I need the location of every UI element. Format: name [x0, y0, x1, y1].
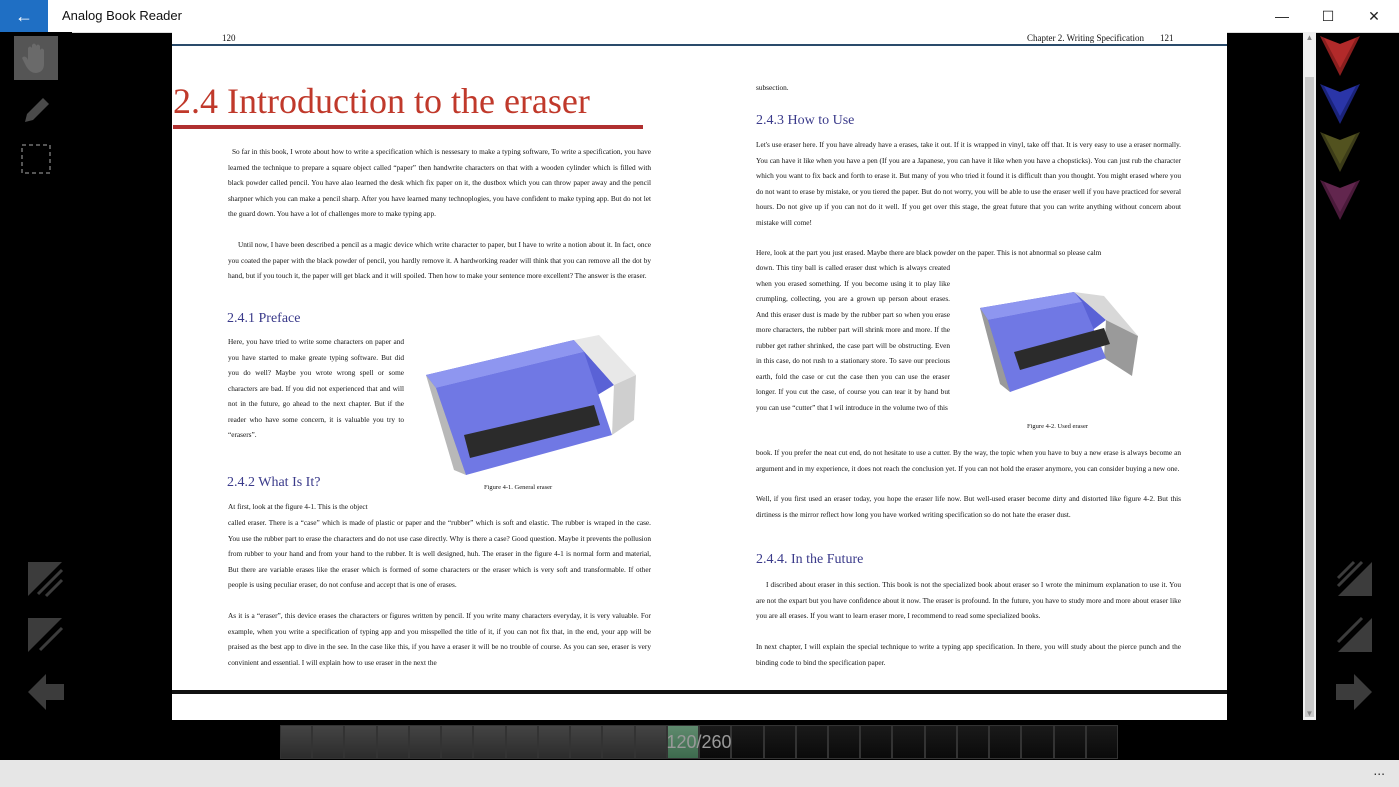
how-paragraph-3: Well, if you first used an eraser today, you hope the eraser life now. But well-used eraser become dirty and distorted like figure 4-2. But this dirtiness is the mirror reflect how long you have worked writing specification so do not hate the eraser dust. — [756, 494, 1181, 519]
hand-tool-button[interactable] — [14, 36, 58, 80]
close-button[interactable]: ✕ — [1368, 7, 1380, 24]
page-count: 120/260 — [666, 732, 732, 752]
first-page-icon[interactable] — [26, 560, 66, 600]
last-page-icon[interactable] — [1334, 560, 1374, 600]
selection-rectangle-icon — [19, 142, 53, 176]
heading-underline — [173, 125, 643, 129]
what-paragraph-1a: At first, look at the figure 4-1. This is the object — [228, 502, 368, 511]
title-bar — [0, 0, 1399, 33]
book-spread — [172, 32, 1227, 720]
hand-icon — [20, 40, 52, 76]
left-page-number: 120 — [222, 33, 236, 43]
back-button[interactable] — [0, 0, 48, 32]
preface-paragraph: Here, you have tried to write some characters on paper and you have started to make greate typing software. But did you do well? Maybe you wrote wrong spell or some characters are bad. If you did not experienced that and will not in the future, go ahead to the next chapter. But if the reader who have some concern, it is valuable you try to “erasers”. — [228, 337, 404, 439]
intro-paragraph-1: So far in this book, I wrote about how to write a specification which is nessesary to make a typing software, To write a specification, you have learned the technique to prepare a square object called “paper” then handwrite characters on that with a wooden cylinder which is filled with black powder called pencil. You have alao learned the desk which fix paper on it, the dustbox which you can throw paper away and the pencil sharpner which you can make a pencil sharp. After you have learned many technoplogies, you have confident to make typing app. But do not let the guard down. You have a lot of challenges more to make typing app. — [228, 147, 651, 218]
scrollbar-thumb[interactable] — [1305, 77, 1314, 717]
figure-1-caption: Figure 4-1. General eraser — [484, 484, 553, 491]
subheading-in-the-future: 2.4.4. In the Future — [756, 552, 864, 567]
header-rule — [172, 44, 1227, 46]
what-paragraph-1b: called eraser. There is a “case” which is made of plastic or paper and the “rubber” which is soft and elastic. The rubber is wraped in the case. You use the rubber part to erase the characters and do not use case directly. Why is there a case? Good question. Maybe it prevents the pollusion from rubber to your hand and from your hand to the rubber. It is well designed, huh. The eraser in the figure 4-1 is normal form and material, But there are variable erases like the eraser which is formed of some characters or the eraser which is very soft and transformable. If other people is using peculiar eraser, do not confuse and accept that is one of erases. — [228, 518, 651, 589]
page-margin-strip — [172, 694, 1227, 720]
subheading-how-to-use: 2.4.3 How to Use — [756, 113, 855, 128]
scroll-down-icon[interactable]: ▼ — [1305, 709, 1314, 718]
running-header: Chapter 2. Writing Specification — [1027, 33, 1144, 43]
select-tool-button[interactable] — [14, 137, 58, 181]
pencil-icon — [19, 92, 53, 126]
figure-used-eraser — [974, 288, 1144, 396]
red-bookmark-icon[interactable] — [1318, 34, 1362, 78]
future-paragraph-1: I discribed about eraser in this section. This book is not the specialized book about eraser so I wrote the minimum explanation to use it. You are not the expart but you have confidence about it now. The eraser is profound. In the future, you have to study more and more about eraser like you are all erases. If you want to learn eraser more, I recommend to read some specialized books. — [756, 580, 1181, 620]
continued-text: subsection. — [756, 83, 789, 92]
how-paragraph-2a: Here, look at the part you just erased. Maybe there are black powder on the paper. This is not abnormal so please calm — [756, 248, 1102, 257]
how-paragraph-2b: down. This tiny ball is called eraser dust which is always created when you erased something. If you become using it to play like crumpling, collecting, you are a grown up person about erases. And this eraser dust is made by the rubber part so when you erase more characters, the rubber part will shrink more and more. If the rubber get rather shrinked, the case part will be obstructing. Even in this case, do not rush to a stationary store. To save our precious earth, fold the case or cut the case then you can use the eraser longer. If you cut the case, of course you can tear it by hand but you can use “cutter” that I wil introduce in the volume two of this — [756, 263, 950, 412]
vertical-scrollbar[interactable] — [1303, 32, 1316, 720]
previous-page-arrow-icon[interactable] — [26, 672, 66, 712]
minimize-button[interactable]: — — [1275, 8, 1289, 24]
app-bar — [0, 760, 1399, 787]
maximize-button[interactable]: ☐ — [1321, 7, 1335, 24]
intro-paragraph-2: Until now, I have been described a pencil as a magic device which write character to paper, but I have to write a notion about it. In fact, once you coated the paper with the black powder of pencil, you hardly remove it. A hardworking reader will think that you can remove all the dot by hand, but if you touch it, the paper will get black and it will spoiled. Then how to make your sentence more excellent? The answer is the eraser. — [228, 240, 651, 280]
figure-2-caption: Figure 4-2. Used eraser — [1027, 423, 1089, 430]
subheading-what-is-it: 2.4.2 What Is It? — [227, 475, 321, 490]
blue-bookmark-icon[interactable] — [1318, 82, 1362, 126]
arrow-left-icon: ← — [15, 5, 33, 26]
pencil-tool-button[interactable] — [14, 87, 58, 131]
right-page-number: 121 — [1160, 33, 1174, 43]
how-paragraph-1: Let's use eraser here. If you have already have a erases, take it out. If it is wrapped in vinyl, take off that. It is very easy to use a eraser normally. You can have it like when you have a pen (If you are a Japanese, you can have it like when you have a chopsticks). You can just rub the character which you want to fix back and forth to erase it. But many of you who tried it found it is difficult than you thought. You might erased where you do not want to erase by mistake, or you tiered the paper. But do not worry, you will be able to use the eraser well if you have practiced for several hours. Do not give up if you can not do it well. If you get over this stage, the great future that you can write anything without concern about mistake will come! — [756, 140, 1181, 227]
section-heading: 2.4 Introduction to the eraser — [173, 81, 590, 121]
previous-chapter-icon[interactable] — [26, 616, 66, 656]
bookmark-markers — [1316, 32, 1399, 292]
what-paragraph-2: As it is a “eraser”, this device erases the characters or figures written by pencil. If you write many characters everyday, it is very valuable. For example, when you write a specification of typing app and you misspelled the title of it, if you can not fix that, in the end, your app will be praised as the best app to dive in the see. In the case like this, if you have a eraser it will be no trouble of course. As you can see, eraser is very convinient and essential. I will explain how to use eraser in the next the — [228, 611, 651, 667]
figure-general-eraser — [424, 330, 638, 480]
tool-rail — [0, 32, 72, 760]
more-options-icon[interactable]: ... — [1373, 762, 1385, 778]
subheading-preface: 2.4.1 Preface — [227, 311, 301, 326]
next-page-arrow-icon[interactable] — [1334, 672, 1374, 712]
app-title: Analog Book Reader — [62, 8, 182, 23]
purple-bookmark-icon[interactable] — [1318, 178, 1362, 222]
scroll-up-icon[interactable]: ▲ — [1305, 33, 1314, 42]
olive-bookmark-icon[interactable] — [1318, 130, 1362, 174]
future-paragraph-2: In next chapter, I will explain the special technique to write a typing app specification. In there, you will study about the pierce punch and the binding code to bind the specification paper. — [756, 642, 1181, 667]
how-paragraph-2c: book. If you prefer the neat cut end, do not hesitate to use a cutter. By the way, the topic when you have to buy a new erase is always become an argument and in my experience, it does not reach the conclusion yet. If you can not hold the eraser anymore, you can consider buying a new one. — [756, 448, 1181, 473]
next-chapter-icon[interactable] — [1334, 616, 1374, 656]
